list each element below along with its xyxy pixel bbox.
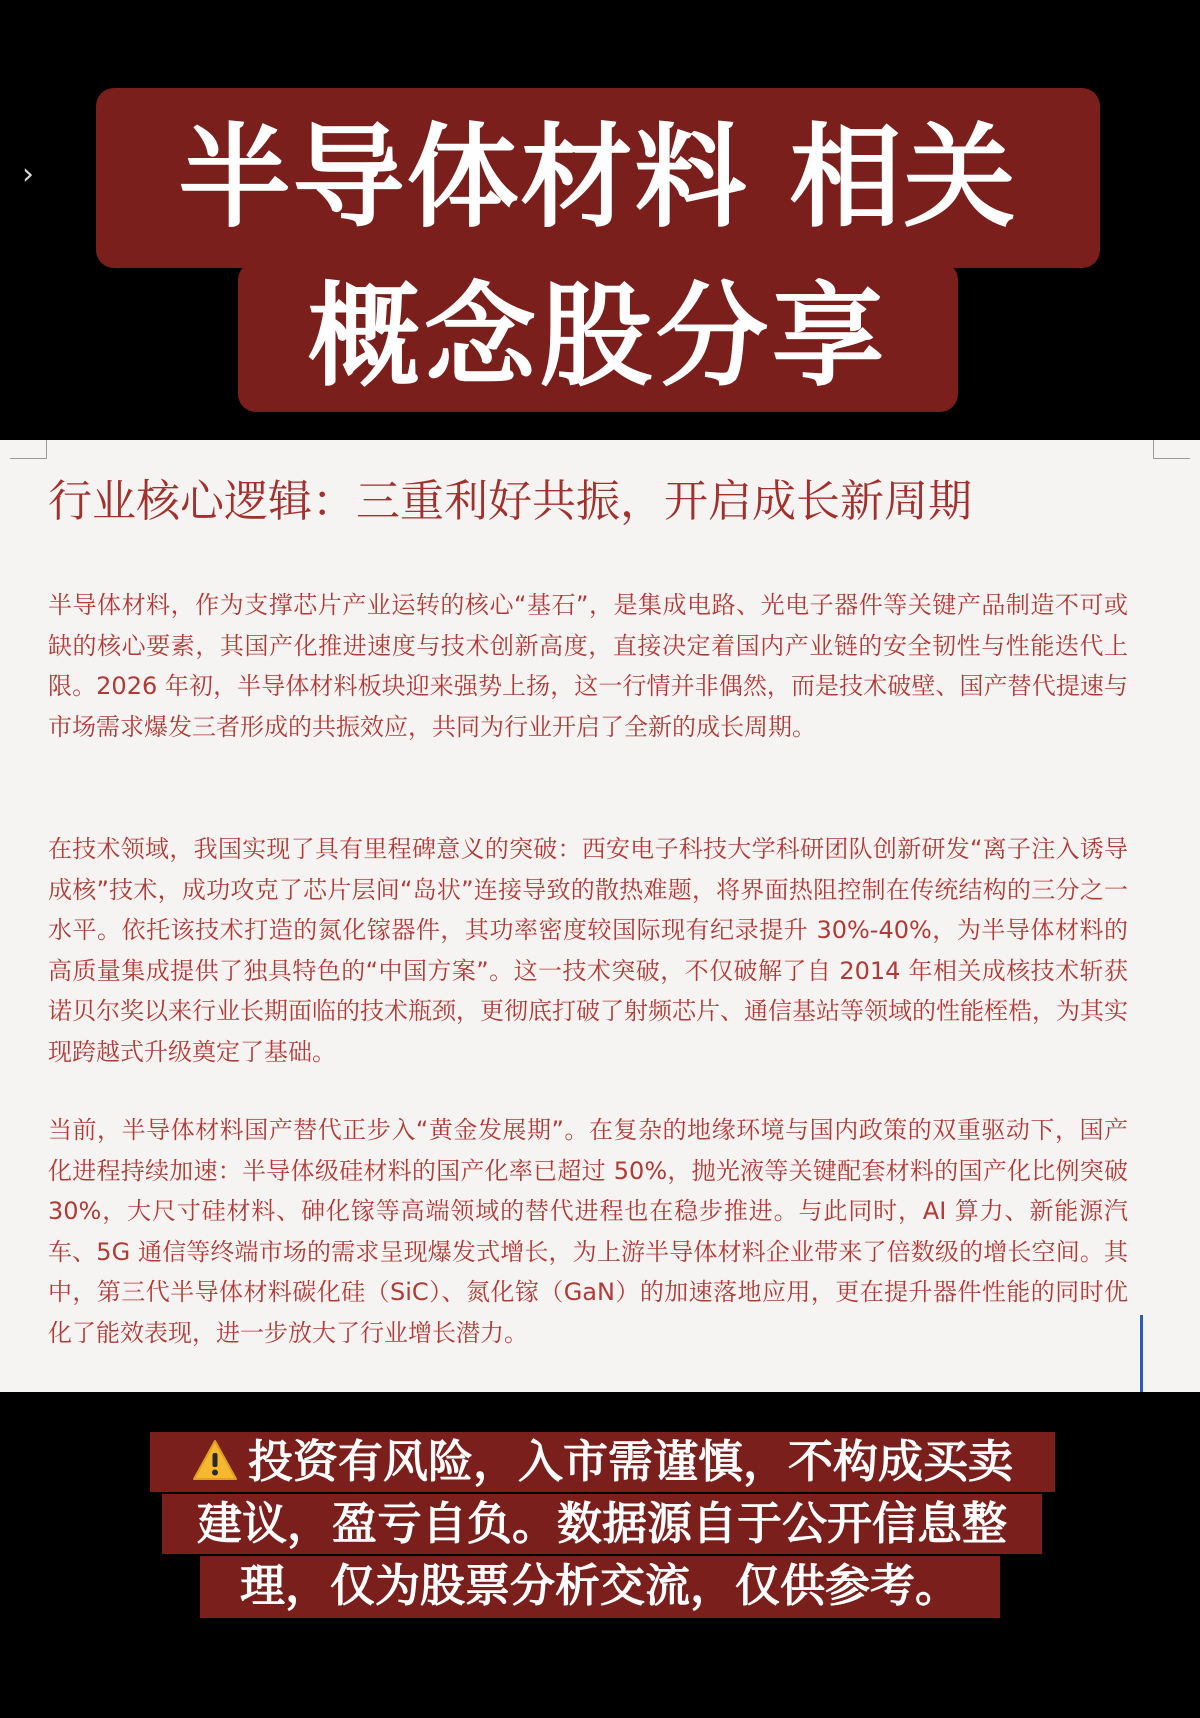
disclaimer-line-3: 理，仅为股票分析交流，仅供参考。 [200,1556,1000,1618]
paragraph-1: 半导体材料，作为支撑芯片产业运转的核心“基石”，是集成电路、光电子器件等关键产品制造不可或缺的核心要素，其国产化推进速度与技术创新高度，直接决定着国内产业链的安全韧性与性能迭代上限。2026 年初，半导体材料板块迎来强势上扬，这一行情并非偶然，而是技术破壁、国产替代提速与市场需求爆发三者形成的共振效应，共同为行业开启了全新的成长周期。 [48,591,1128,741]
disclaimer-line-1 [150,1432,1055,1492]
disclaimer-banner [0,1392,1200,1718]
document-page [0,440,1200,1392]
disclaimer-line-2: 建议，盈亏自负。数据源自于公开信息整 [162,1494,1042,1554]
crop-mark-top-left [10,440,47,459]
section-heading: 行业核心逻辑：三重利好共振，开启成长新周期 [48,476,972,527]
crop-mark-top-right [1153,440,1190,459]
paragraph-2: 在技术领域，我国实现了具有里程碑意义的突破：西安电子科技大学科研团队创新研发“离子注入诱导成核”技术，成功攻克了芯片层间“岛状”连接导致的散热难题，将界面热阻控制在传统结构的三分之一水平。依托该技术打造的氮化镓器件，其功率密度较国际现有纪录提升 30%-40%，为半导体材料的高质量集成提供了独具特色的“中国方案”。这一技术突破，不仅破解了自 2014 年相关成核技术斩获诺贝尔奖以来行业长期面临的技术瓶颈，更彻底打破了射频芯片、通信基站等领域的性能桎梏，为其实现跨越式升级奠定了基础。 [48,835,1128,1066]
text-cursor [1140,1315,1143,1393]
title-line-1: 半导体材料 相关 [96,88,1100,268]
paragraph-3: 当前，半导体材料国产替代正步入“黄金发展期”。在复杂的地缘环境与国内政策的双重驱动下，国产化进程持续加速：半导体级硅材料的国产化率已超过 50%，抛光液等关键配套材料的国产化比例突破 30%，大尺寸硅材料、砷化镓等高端领域的替代进程也在稳步推进。与此同时，AI 算力、新能源汽车、5G 通信等终端市场的需求呈现爆发式增长，为上游半导体材料企业带来了倍数级的增长空间。其中，第三代半导体材料碳化硅（SiC）、氮化镓（GaN）的加速落地应用，更在提升器件性能的同时优化了能效表现，进一步放大了行业增长潜力。 [48,1116,1128,1347]
title-banner [0,0,1200,440]
warning-icon [192,1439,238,1481]
disclaimer-text-1: 投资有风险，入市需谨慎，不构成买卖 [247,1435,1013,1488]
chevron-right-icon[interactable]: › [22,157,34,192]
title-line-2: 概念股分享 [238,262,958,412]
